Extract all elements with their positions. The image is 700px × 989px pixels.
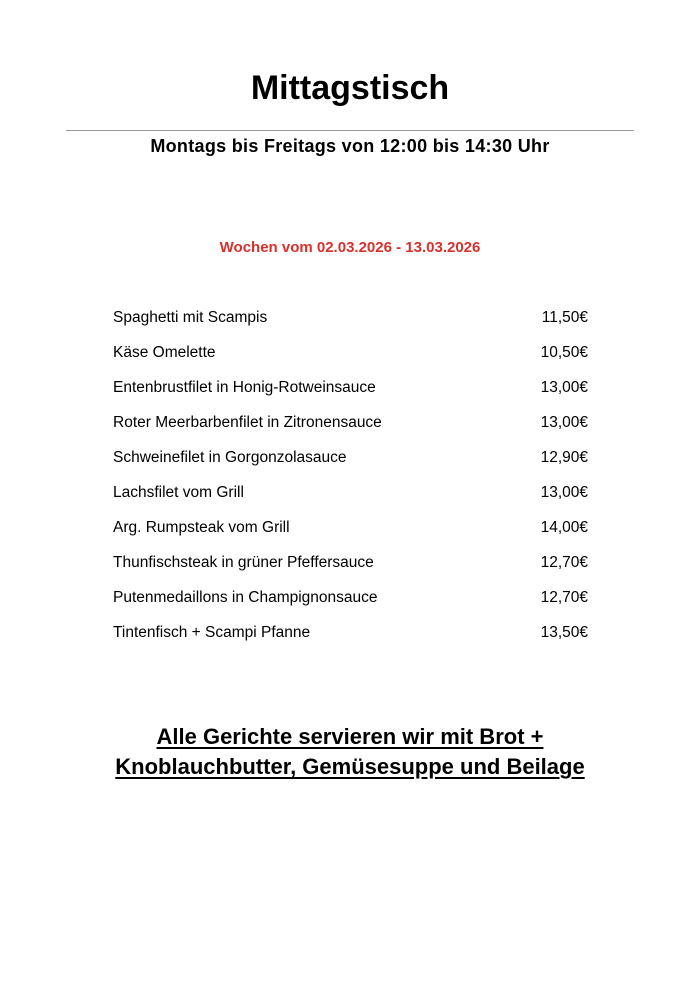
menu-item	[113, 335, 588, 370]
dish-price: 13,00€	[540, 483, 588, 501]
menu-list	[113, 300, 588, 650]
dish-name: Tintenfisch + Scampi Pfanne	[113, 623, 311, 641]
dish-name: Lachsfilet vom Grill	[113, 483, 244, 501]
dish-price: 14,00€	[540, 518, 588, 536]
dish-name: Käse Omelette	[113, 343, 216, 361]
menu-item	[113, 370, 588, 405]
dish-price: 13,00€	[540, 413, 588, 431]
menu-period: Wochen vom 02.03.2026 - 13.03.2026	[219, 239, 481, 256]
menu-item	[113, 580, 588, 615]
dish-price: 13,50€	[540, 623, 588, 641]
footer-note-line-1: Alle Gerichte servieren wir mit Brot +	[156, 724, 544, 749]
dish-price: 13,00€	[540, 378, 588, 396]
menu-item	[113, 405, 588, 440]
opening-hours: Montags bis Freitags von 12:00 bis 14:30 Uhr	[150, 136, 550, 156]
menu-item	[113, 475, 588, 510]
page-title: Mittagstisch	[250, 69, 450, 107]
menu-item	[113, 300, 588, 335]
dish-price: 11,50€	[541, 308, 588, 326]
dish-name: Thunfischsteak in grüner Pfeffersauce	[113, 553, 374, 571]
dish-price: 10,50€	[540, 343, 588, 361]
menu-item	[113, 510, 588, 545]
dish-name: Spaghetti mit Scampis	[113, 308, 268, 326]
dish-name: Entenbrustfilet in Honig-Rotweinsauce	[113, 378, 376, 396]
dish-price: 12,90€	[540, 448, 588, 466]
menu-item	[113, 545, 588, 580]
menu-item	[113, 440, 588, 475]
dish-name: Arg. Rumpsteak vom Grill	[113, 518, 290, 536]
dish-price: 12,70€	[540, 588, 588, 606]
menu-item	[113, 615, 588, 650]
footer-note	[0, 722, 700, 782]
dish-name: Roter Meerbarbenfilet in Zitronensauce	[113, 413, 382, 431]
dish-name: Putenmedaillons in Champignonsauce	[113, 588, 378, 606]
title-divider	[66, 130, 634, 131]
dish-name: Schweinefilet in Gorgonzolasauce	[113, 448, 347, 466]
dish-price: 12,70€	[540, 553, 588, 571]
footer-note-line-2: Knoblauchbutter, Gemüsesuppe und Beilage	[115, 754, 585, 779]
